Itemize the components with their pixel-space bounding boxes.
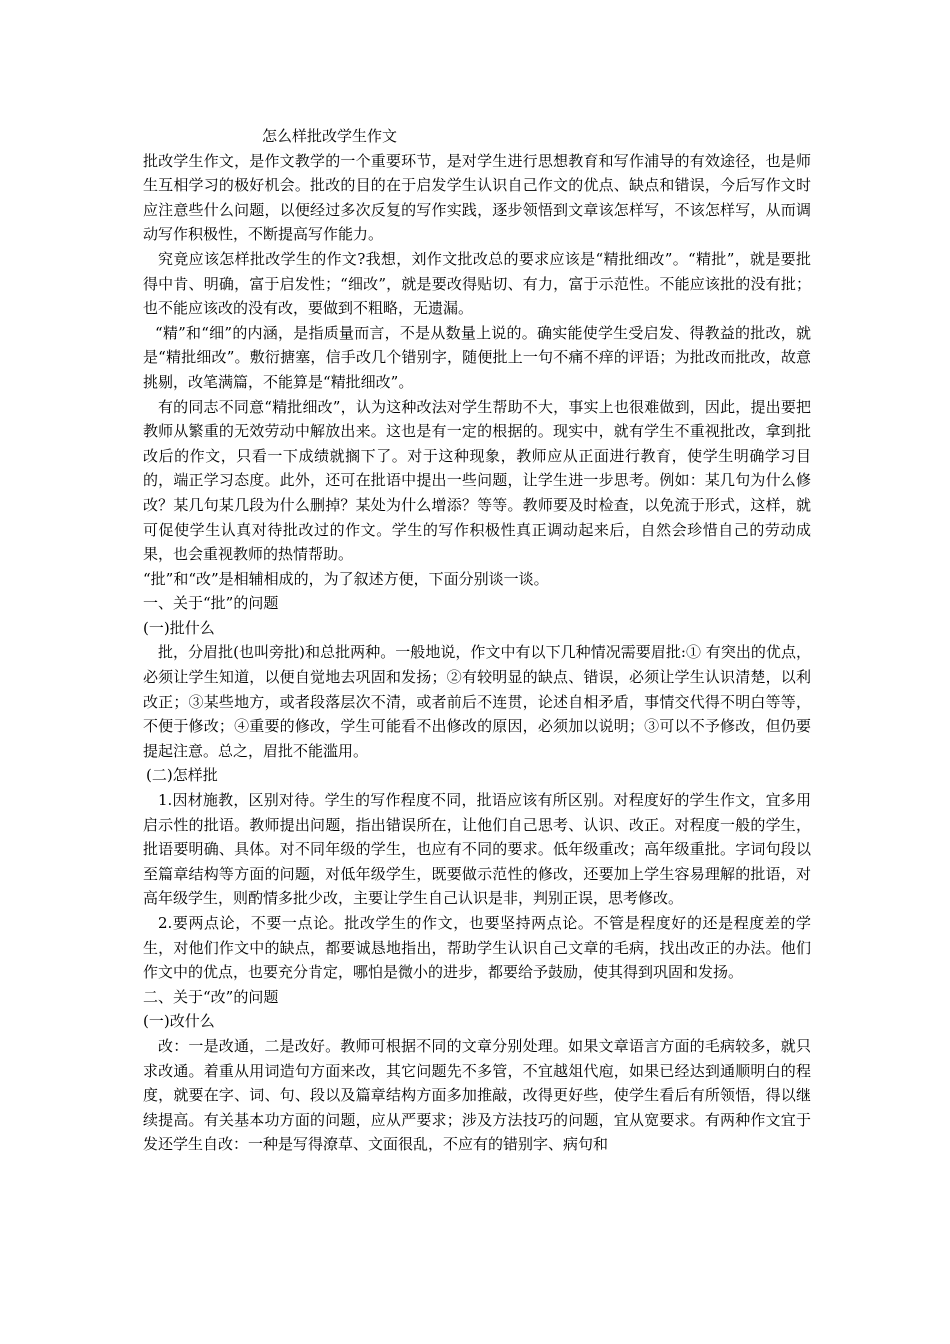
- section-heading: 二、关于“改”的问题: [143, 987, 279, 1006]
- paragraph: 2.要两点论，不要一点论。批改学生的作文，也要坚持两点论。不管是程度好的还是程度差的学生，对他们作文中的缺点，都要诚恳地指出，帮助学生认识自己文章的毛病，找出改正的办法。他们作文中的优点，也要充分肯定，哪怕是微小的进步，都要给予鼓励，使其得到巩固和发扬。: [143, 914, 811, 982]
- section-heading: 一、关于“批”的问题: [143, 594, 279, 613]
- paragraph: 批，分眉批(也叫旁批)和总批两种。一般地说，作文中有以下几种情况需要眉批:① 有突出的优点，必须让学生知道，以便自觉地去巩固和发扬；②有较明显的缺点、错误，必须让学生认识清楚，以利改正；③某些地方，或者段落层次不清，或者前后不连贯，论述自相矛盾，事情交代得不明白等等，不便于修改；④重要的修改，学生可能看不出修改的原因，必须加以说明；③可以不予修改，但仍要提起注意。总之，眉批不能滥用。: [143, 643, 811, 760]
- paragraph: 改：一是改通，二是改好。教师可根据不同的文章分别处理。如果文章语言方面的毛病较多，就只求改通。着重从用词造句方面来改，其它问题先不多管，不宜越俎代庖，如果已经达到通顺明白的程度，就要在字、词、句、段以及篇章结构方面多加推敲，改得更好些，使学生看后有所领悟，得以继续提高。有关基本功方面的问题，应从严要求；涉及方法技巧的问题，宜从宽要求。有两种作文宜于发还学生自改：一种是写得潦草、文面很乱，不应有的错别字、病句和: [143, 1036, 811, 1154]
- paragraph: “精”和“细”的内涵，是指质量而言，不是从数量上说的。确实能使学生受启发、得教益的批改，就是“精批细改”。敷衍搪塞，信手改几个错别字，随便批上一句不痛不痒的评语；为批改而批改，故意挑剔，改笔满篇，不能算是“精批细改”。: [143, 323, 811, 391]
- paragraph: “批”和“改”是相辅相成的，为了叙述方便，下面分别谈一谈。: [143, 569, 549, 588]
- paragraph: 批改学生作文，是作文教学的一个重要环节，是对学生进行思想教育和写作浦导的有效途径，也是师生互相学习的极好机会。批改的目的在于启发学生认识自己作文的优点、缺点和错误，今后写作文时应注意些什么问题，以便经过多次反复的写作实践，逐步领悟到文章该怎样写，不该怎样写，从而调动写作积极性，不断提高写作能力。: [143, 151, 811, 244]
- paragraph: 有的同志不同意“精批细改”，认为这种改法对学生帮助不大，事实上也很难做到，因此，提出要把教师从繁重的无效劳动中解放出来。这也是有一定的根据的。现实中，就有学生不重视批改，拿到批改后的作文，只看一下成绩就搁下了。对于这种现象，教师应从正面进行教育，使学生明确学习目的，端正学习态度。此外，还可在批语中提出一些问题，让学生进一步思考。例如：某几句为什么修改？某几句某几段为什么删掉？某处为什么增添？等等。教师要及时检查，以免流于形式，这样，就可促使学生认真对待批改过的作文。学生的写作积极性真正调动起来后，自然会珍惜自己的劳动成果，也会重视教师的热情帮助。: [143, 397, 811, 564]
- document-title: 怎么样批改学生作文: [262, 127, 398, 145]
- subsection-heading: (二)怎样批: [146, 766, 218, 785]
- subsection-heading: (一)批什么: [143, 618, 215, 637]
- document-body: [143, 124, 811, 1157]
- paragraph: 究竟应该怎样批改学生的作文?我想，刘作文批改总的要求应该是“精批细改”。“精批”，就是要批得中肯、明确，富于启发性；“细改”，就是要改得贴切、有力，富于示范性。不能应该批的没有批；也不能应该改的没有改，要做到不粗略，无遗漏。: [143, 249, 811, 318]
- paragraph: 1.因材施教，区别对待。学生的写作程度不同，批语应该有所区别。对程度好的学生作文，宜多用启示性的批语。教师提出问题，指出错误所在，让他们自己思考、认识、改正。对程度一般的学生，批语要明确、具体。对不同年级的学生，也应有不同的要求。低年级重改；高年级重批。字词句段以至篇章结构等方面的问题，对低年级学生，既要做示范性的修改，还要加上学生容易理解的批语，对高年级学生，则酌情多批少改，主要让学生自己认识是非，判别正误，思考修改。: [143, 791, 811, 908]
- subsection-heading: (一)改什么: [143, 1012, 215, 1031]
